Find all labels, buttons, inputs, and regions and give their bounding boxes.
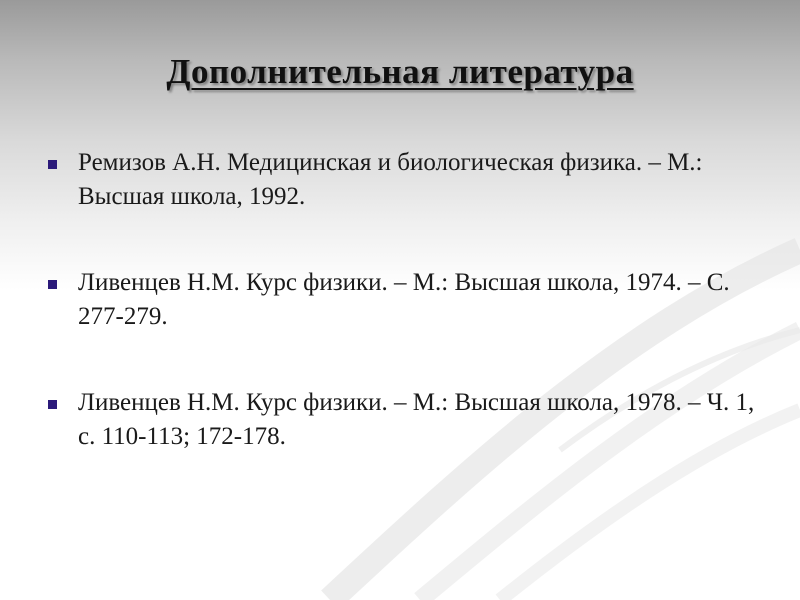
square-bullet-icon	[48, 400, 57, 409]
square-bullet-icon	[48, 160, 57, 169]
square-bullet-icon	[48, 280, 57, 289]
slide-title: Дополнительная литература	[166, 52, 634, 91]
list-item	[48, 386, 768, 454]
bibliography-list	[48, 146, 768, 506]
list-item-text: Ливенцев Н.М. Курс физики. – М.: Высшая школа, 1974. – С. 277-279.	[78, 269, 730, 330]
list-item	[48, 146, 768, 214]
list-item	[48, 266, 768, 334]
list-item-text: Ливенцев Н.М. Курс физики. – М.: Высшая школа, 1978. – Ч. 1, с. 110-113; 172-178.	[78, 389, 755, 450]
list-item-text: Ремизов А.Н. Медицинская и биологическая физика. – М.: Высшая школа, 1992.	[78, 149, 703, 210]
